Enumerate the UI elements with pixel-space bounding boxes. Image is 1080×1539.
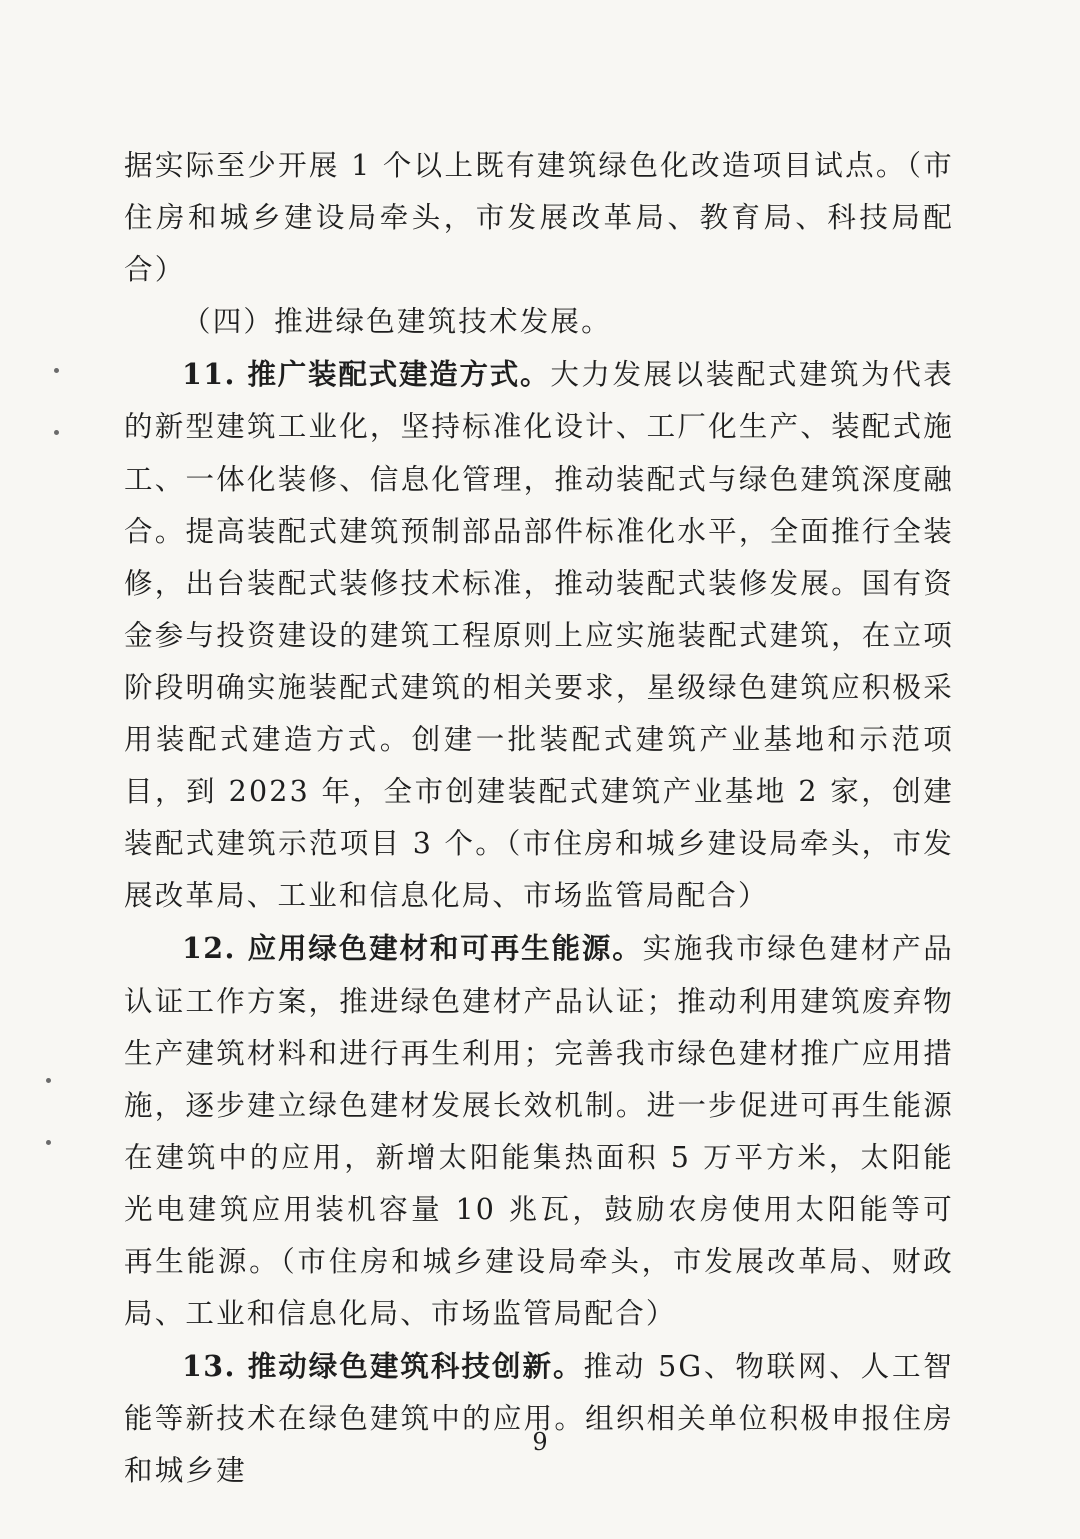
item-13-title: 13. 推动绿色建筑科技创新。 xyxy=(182,1349,584,1384)
item-13-paragraph xyxy=(124,1340,954,1497)
margin-mark xyxy=(54,368,59,373)
item-13-body: 推动 5G、物联网、人工智能等新技术在绿色建筑中的应用。组织相关单位积极申报住房和城乡建 xyxy=(124,1350,954,1488)
item-11-body: 大力发展以装配式建筑为代表的新型建筑工业化，坚持标准化设计、工厂化生产、装配式施工、一体化装修、信息化管理，推动装配式与绿色建筑深度融合。提高装配式建筑预制部品部件标准化水平，全面推行全装修，出台装配式装修技术标准，推动装配式装修发展。国有资金参与投资建设的建筑工程原则上应实施装配式建筑，在立项阶段明确实施装配式建筑的相关要求，星级绿色建筑应积极采用装配式建造方式。创建一批装配式建筑产业基地和示范项目，到 2023 年，全市创建装配式建筑产业基地 2 家，创建装配式建筑示范项目 3 个。（市住房和城乡建设局牵头，市发展改革局、工业和信息化局、市场监管局配合） xyxy=(124,358,954,913)
body-text xyxy=(124,140,954,1497)
page-number: 9 xyxy=(532,1428,548,1456)
margin-mark xyxy=(46,1078,51,1083)
item-11-title: 11. 推广装配式建造方式。 xyxy=(182,357,551,392)
section-heading xyxy=(124,296,954,348)
margin-mark xyxy=(54,430,59,435)
margin-mark xyxy=(46,1140,51,1145)
item-12-body: 实施我市绿色建材产品认证工作方案，推进绿色建材产品认证；推动利用建筑废弃物生产建筑材料和进行再生利用；完善我市绿色建材推广应用措施，逐步建立绿色建材发展长效机制。进一步促进可再生能源在建筑中的应用，新增太阳能集热面积 5 万平方米，太阳能光电建筑应用装机容量 10 兆瓦，鼓励农房使用太阳能等可再生能源。（市住房和城乡建设局牵头，市发展改革局、财政局、工业和信息化局、市场监管局配合） xyxy=(124,932,954,1331)
paragraph-continuation xyxy=(124,140,954,296)
item-11-paragraph xyxy=(124,348,954,922)
item-12-paragraph xyxy=(124,922,954,1340)
item-12-title: 12. 应用绿色建材和可再生能源。 xyxy=(182,931,643,966)
paragraph-body: 据实际至少开展 1 个以上既有建筑绿色化改造项目试点。（市住房和城乡建设局牵头，市发展改革局、教育局、科技局配合） xyxy=(124,149,954,287)
section-heading-text: （四）推进绿色建筑技术发展。 xyxy=(182,305,612,339)
